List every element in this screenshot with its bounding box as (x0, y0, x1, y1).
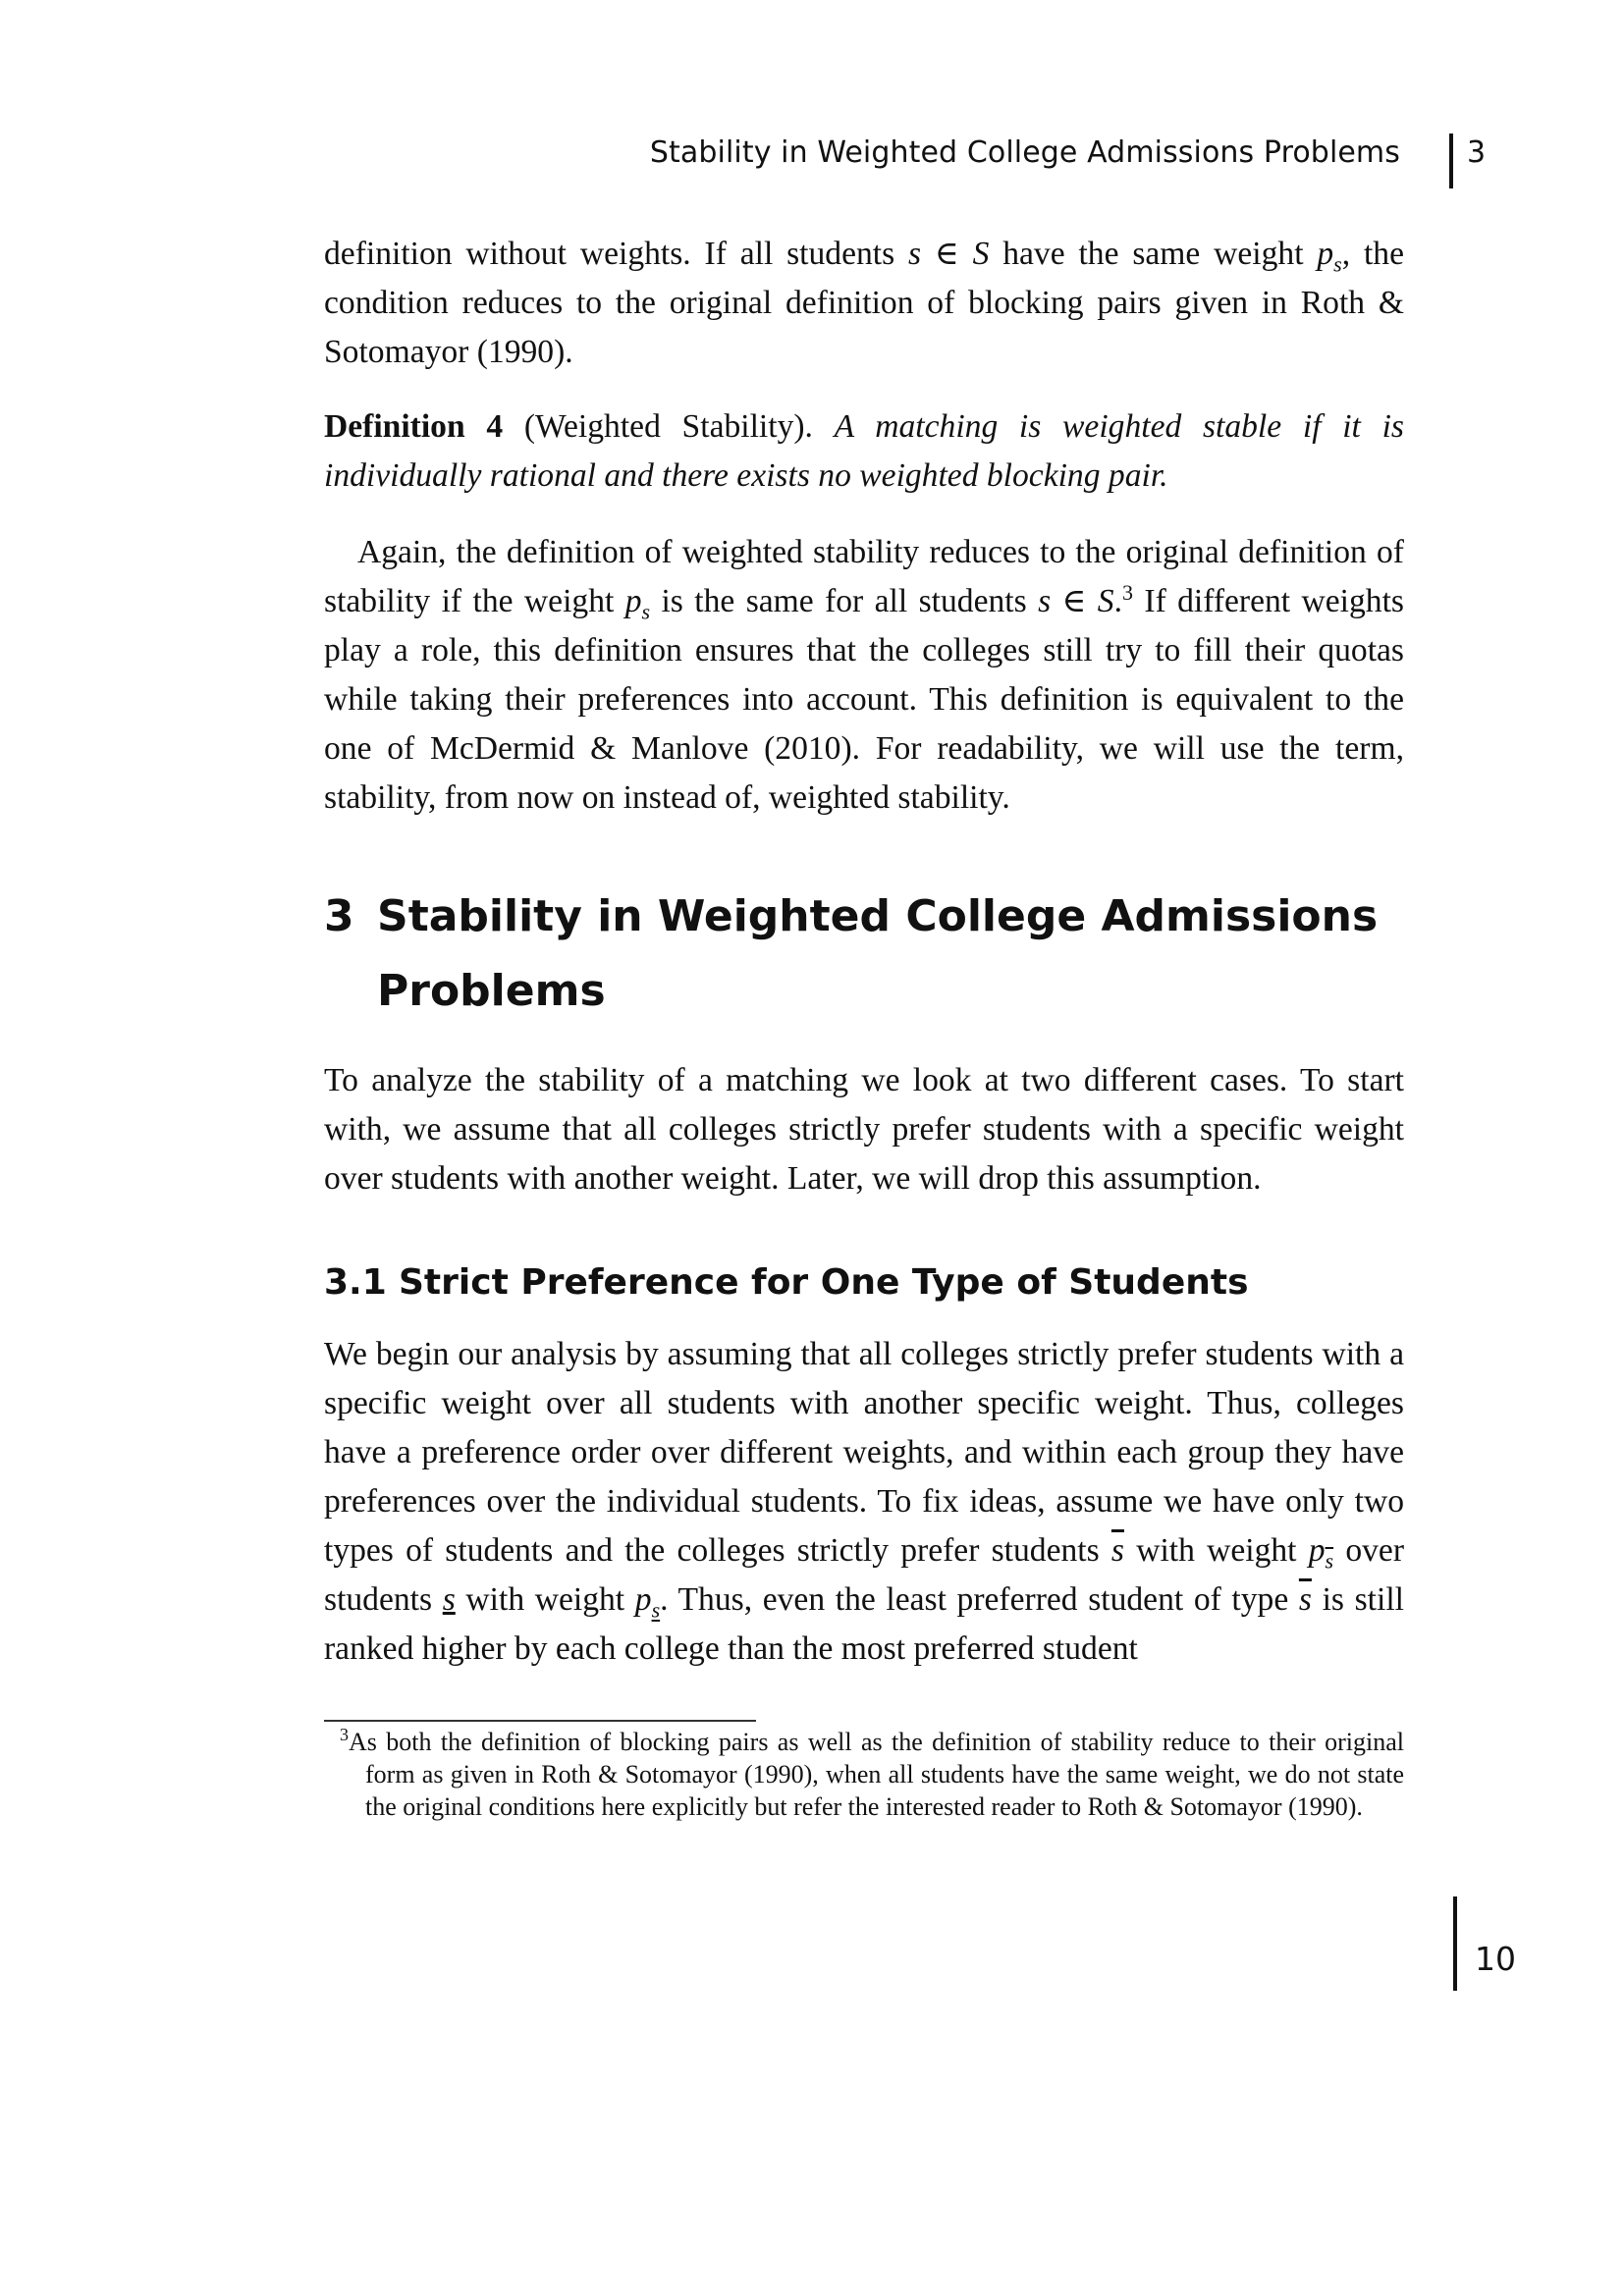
footer-divider (1453, 1896, 1457, 1991)
math-s-in-S: s ∈ S (1038, 583, 1114, 619)
text-run: . (1113, 583, 1122, 619)
math-s-bar: $\overline{s}$ (1298, 1581, 1312, 1618)
math-s-underbar: s (442, 1581, 456, 1618)
footnote-divider (324, 1720, 756, 1722)
chapter-number: 3 (1467, 135, 1487, 170)
math-s-bar: $\overline{s}$ (1110, 1532, 1124, 1569)
text-run: . Thus, even the least preferred student of type (660, 1581, 1299, 1618)
subsection-heading-3-1 (324, 1258, 1404, 1308)
definition-body: A matching is weighted stable if it is individually rational and there exists no weighted blocking pair. (324, 408, 1404, 494)
math-p: p (634, 1581, 652, 1618)
math-p: p (1317, 236, 1334, 272)
subsection-number: 3.1 (324, 1262, 387, 1303)
subsection-paragraph (324, 1330, 1404, 1674)
subsection-title: Strict Preference for One Type of Students (399, 1262, 1249, 1303)
text-run: definition without weights. If all students (324, 236, 909, 272)
text-run: is still ranked higher by each college than the most preferred student (324, 1581, 1404, 1667)
text-run: have the same weight (989, 236, 1318, 272)
footnote-ref-3[interactable]: 3 (1121, 579, 1133, 605)
math-sub-s-bar: s (1325, 1548, 1334, 1574)
text-run: with weight (455, 1581, 635, 1618)
math-s-in-S: s ∈ S (908, 236, 990, 272)
section-intro-text: To analyze the stability of a matching we look at two different cases. To start with, we assume that all colleges strictly prefer students with a specific weight over students with another weight. Later, we will drop this assumption. (324, 1062, 1404, 1197)
text-run: is the same for all students (650, 583, 1039, 619)
footnote-mark: 3 (340, 1725, 349, 1745)
definition-title: Definition 4 (324, 408, 504, 445)
text-run: If different weights play a role, this definition ensures that the colleges still try to fill their quotas while taking their preferences into account. This definition is equivalent to the one of McDermid & Manlove (2010). For readability, we will use the term, stability, from now on instead of, weighted stability. (324, 583, 1404, 816)
paragraph-1 (324, 230, 1404, 377)
text-run: with weight (1123, 1532, 1309, 1569)
page-number: 10 (1475, 1940, 1516, 1978)
header-divider (1449, 133, 1453, 188)
definition-name: (Weighted Stability). (523, 408, 813, 445)
footnote-3 (324, 1726, 1404, 1823)
section-number: 3 (324, 891, 354, 941)
section-heading-3 (324, 880, 1404, 1029)
math-sub-s: s (641, 599, 651, 624)
running-header-title: Stability in Weighted College Admissions Problems (649, 135, 1400, 170)
text-run: over students (324, 1532, 1404, 1618)
math-sub-s-underbar: s (651, 1597, 661, 1623)
paragraph-2 (324, 528, 1404, 823)
section-intro-paragraph (324, 1056, 1404, 1203)
math-p: p (1308, 1532, 1326, 1569)
math-p: p (624, 583, 642, 619)
text-run: , the condition reduces to the original definition of blocking pairs given in Roth & Sotomayor (1990). (324, 236, 1404, 370)
text-run: We begin our analysis by assuming that all colleges strictly prefer students with a specific weight over all students with another specific weight. Thus, colleges have a preference order over different weights, and within each group they have preferences over the individual students. To fix ideas, assume we have only two types of students and the colleges strictly prefer students (324, 1336, 1404, 1569)
definition-4 (324, 402, 1404, 501)
math-sub-s: s (1333, 251, 1342, 277)
section-title-line2: Problems (377, 966, 606, 1016)
footnote-text: As both the definition of blocking pairs as well as the definition of stability reduce to their original form as given in Roth & Sotomayor (1990), when all students have the same weight, we do not state the original conditions here explicitly but refer the interested reader to Roth & Sotomayor (1990). (349, 1728, 1404, 1821)
text-run: Again, the definition of weighted stability reduces to the original definition of stability if the weight (324, 534, 1404, 619)
section-title-line1: Stability in Weighted College Admissions (377, 891, 1379, 941)
